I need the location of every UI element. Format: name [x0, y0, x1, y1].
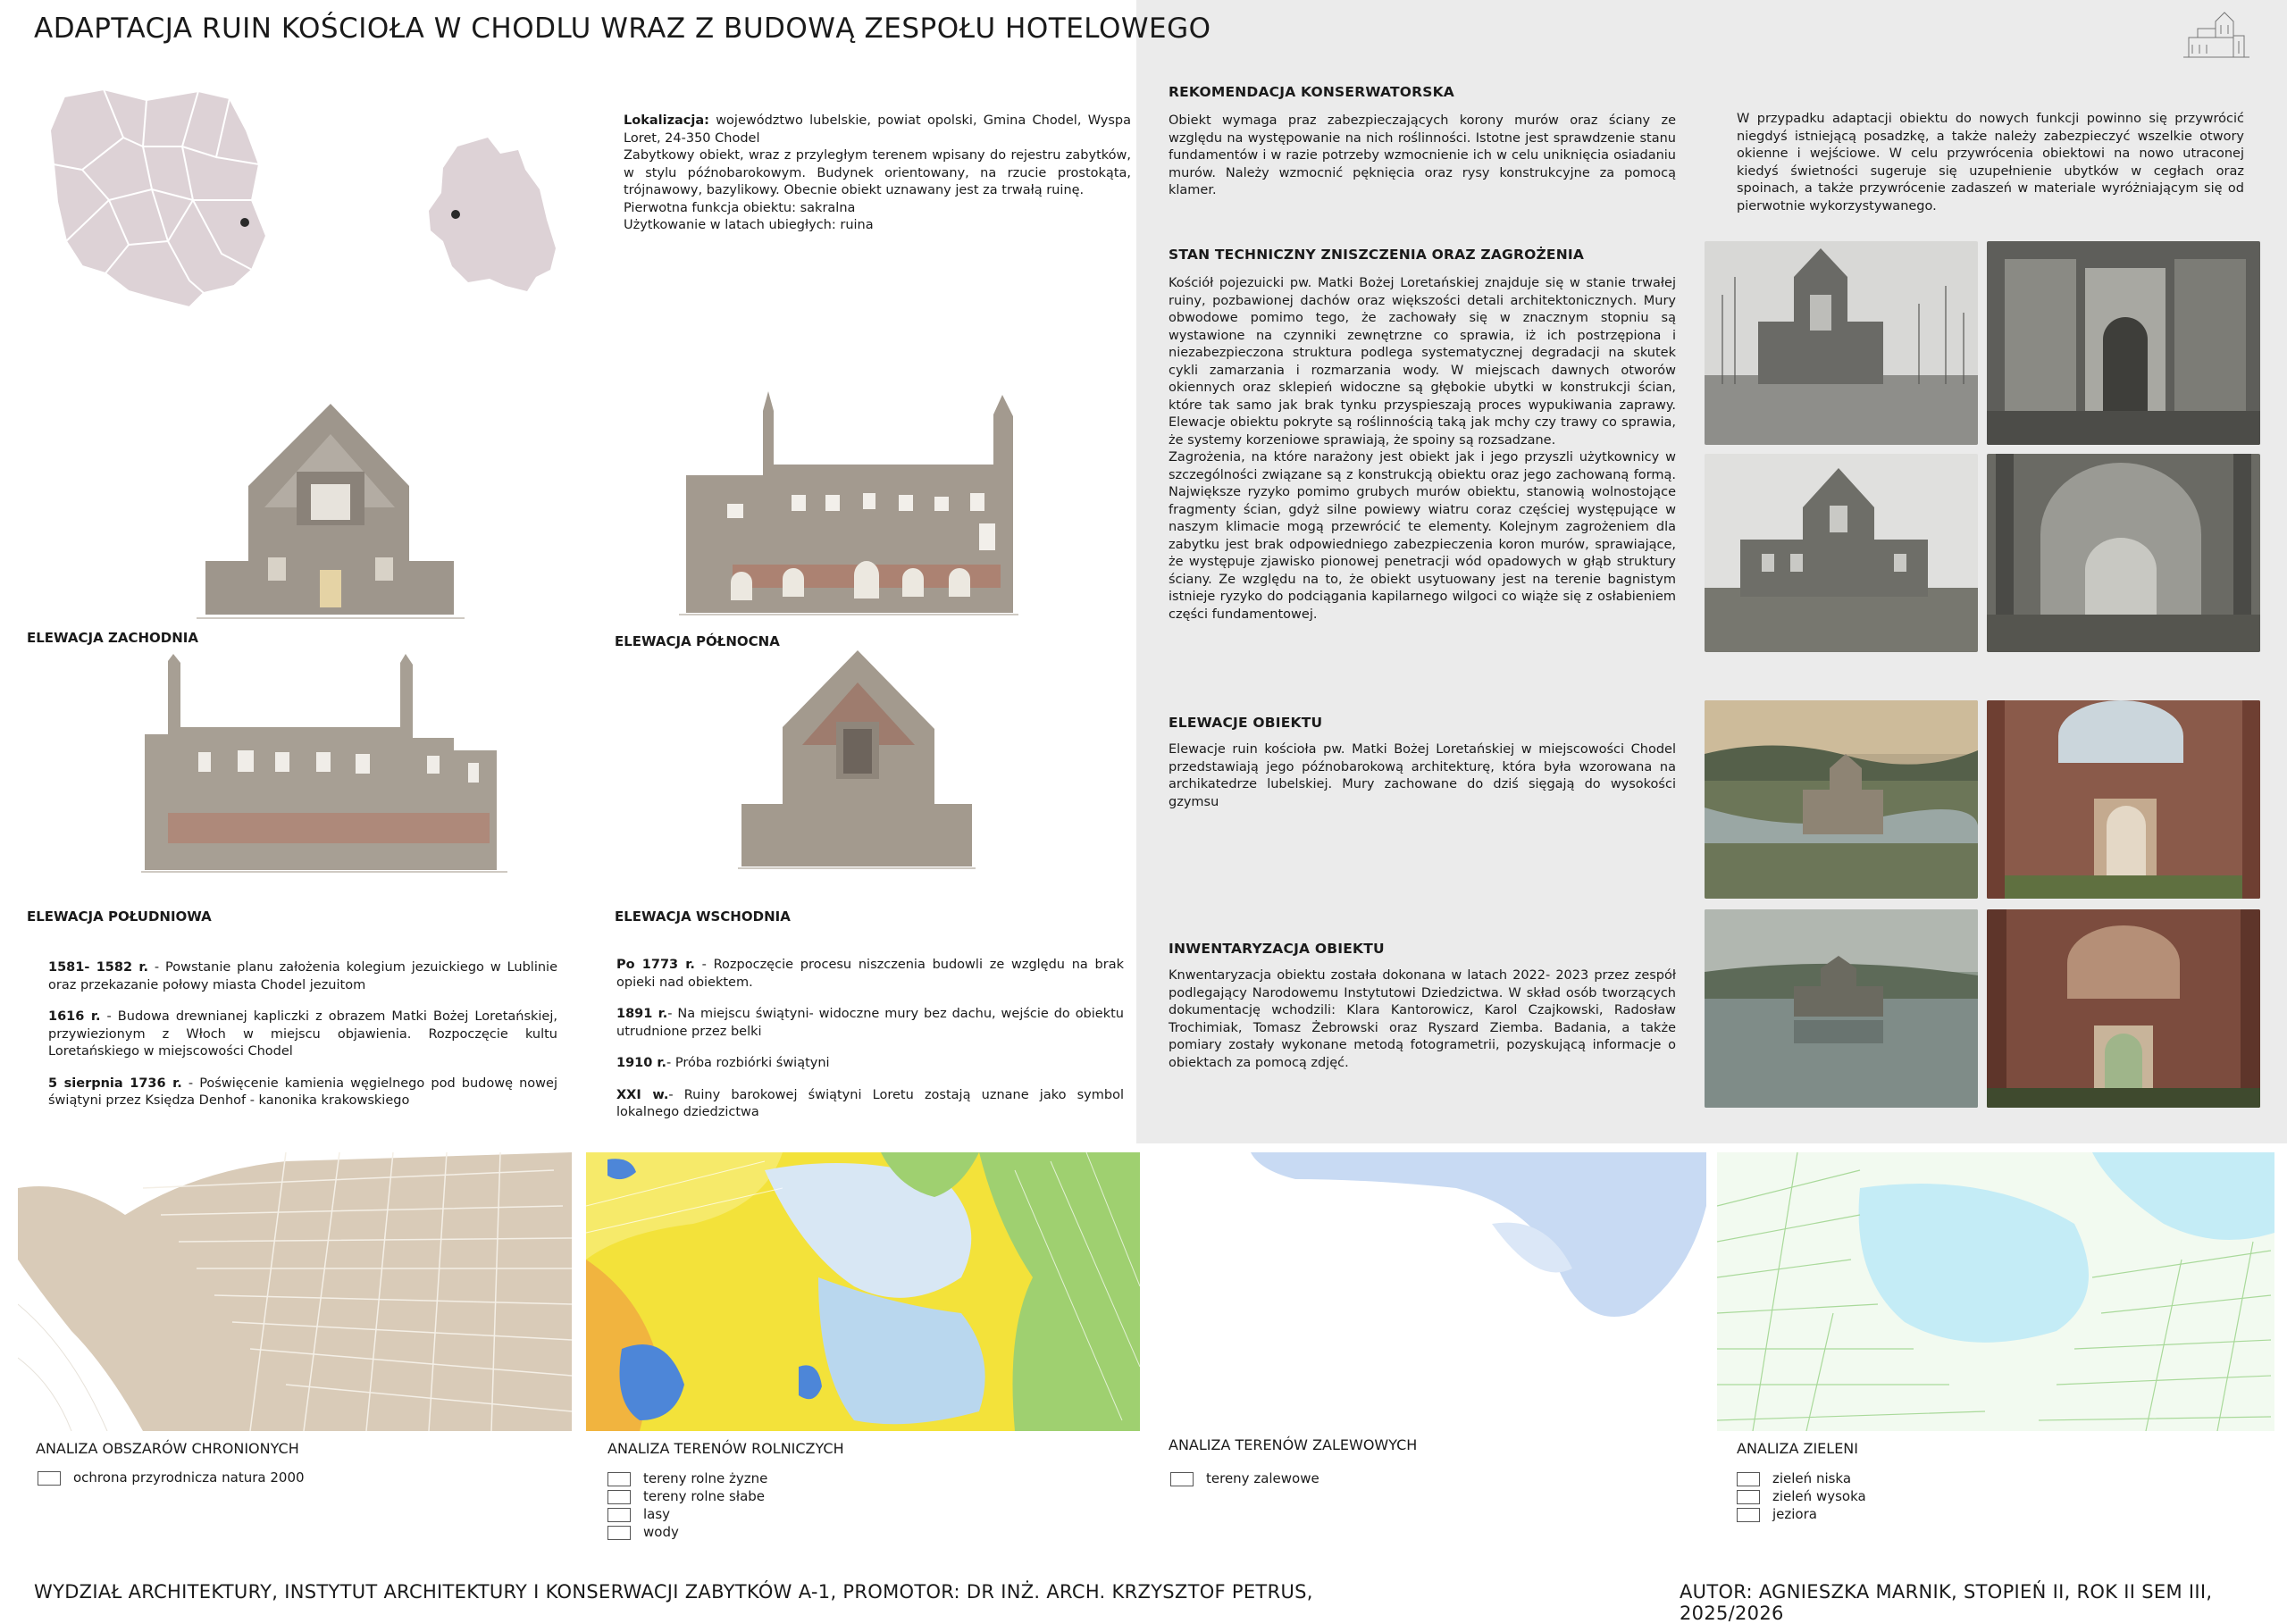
footer-author: AUTOR: AGNIESZKA MARNIK, STOPIEŃ II, ROK II SEM III, 2025/2026	[1680, 1581, 2213, 1624]
poland-map	[46, 84, 279, 311]
analysis-title-flood: ANALIZA TERENÓW ZALEWOWYCH	[1169, 1436, 1418, 1453]
technical-paragraph-1: Kościół pojezuicki pw. Matki Bożej Loretańskiej znajduje się w stanie trwałej ruiny, pozbawionej dachów oraz większości detali architektonicznych. Mury obwodowe pomimo tego, że zachowały się w znacznym stopniu są wystawione na czynniki zewnętrzne co sprawia, iż ich postrzępiona i niezabezpieczona struktura podlega systematycznej degradacji na skutek cykli zamarzania i rozmarzania wody. W miejscach dawnych otworów okiennych oraz sklepień widoczne są głębokie ubytki w konstrukcji ścian, które tak samo jak brak tynku przyspieszają proces wypukiwania zaprawy. Elewacje obiektu pokryte są roślinnością taką jak mchy czy trawy co sprawia, że systemy korzeniowe sprawiają, że spoiny są rozsadzane.	[1169, 276, 1676, 448]
timeline-item: 1581- 1582 r. - Powstanie planu założenia kolegium jezuickiego w Lublinie oraz przekazanie połowy miasta Chodel jezuitom	[48, 960, 557, 992]
recommendation-heading: REKOMENDACJA KONSERWATORSKA	[1169, 84, 1454, 100]
footer-faculty: WYDZIAŁ ARCHITEKTURY, INSTYTUT ARCHITEKTURY I KONSERWACJI ZABYTKÓW A-1, PROMOTOR: DR INŻ. ARCH. KRZYSZTOF PETRUS,	[34, 1581, 1313, 1603]
timeline-item: 1616 r. - Budowa drewnianej kapliczki z obrazem Matki Bożej Loretańskiej, przywiezionym z Włoch w miejscu objawienia. Rozpoczęcie kultu Loretańskiego w miejscowości Chodel	[48, 1009, 557, 1059]
technical-paragraph-2: Zagrożenia, na które narażony jest obiekt jak i jego przyszli użytkownicy w szczególności związane są z konstrukcją obiektu oraz jego zachowaną formą. Największe ryzyko pomimo grubych murów obiektu, stanowią wolnostojące fragmenty ścian, gdyż silne powiewy wiatru coraz częściej występujące w naszym klimacie mogą przewrócić te elementy. Kolejnym zagrożeniem dla zabytku jest brak odpowiedniego zabezpieczenia koron murów, sprawiające, że występuje zjawisko pionowej penetracji wód opadowych w głąb struktury ściany. Ze względu na to, że obiekt usytuowany jest na terenie bagnistym istnieje ryzyko do podciągania kapilarnego wilgoci co wiąże się z osłabieniem części fundamentowej.	[1169, 450, 1676, 622]
lublin-voivodeship-map	[425, 134, 559, 295]
map-flood-areas	[1152, 1152, 1706, 1431]
timeline-item: 1910 r.- Próba rozbiórki świątyni	[616, 1056, 830, 1070]
timeline-item: Po 1773 r. - Rozpoczęcie procesu niszczenia budowli ze względu na brak opieki nad obiektem.	[616, 958, 1124, 990]
legend-swatch	[607, 1472, 631, 1486]
legend-item: lasy	[607, 1506, 875, 1524]
photo-historical-1	[1705, 241, 1978, 445]
legend-item: zieleń niska	[1737, 1470, 2005, 1488]
legend-swatch	[1737, 1508, 1760, 1522]
legend-item: tereny rolne żyzne	[607, 1470, 875, 1488]
legend-item: ochrona przyrodnicza natura 2000	[38, 1469, 341, 1487]
photo-inventory-interior-2	[1987, 909, 2260, 1108]
map-protected-areas	[18, 1152, 575, 1431]
legend-swatch	[1170, 1472, 1194, 1486]
facades-text: Elewacje ruin kościoła pw. Matki Bożej Loretańskiej w miejscowości Chodel przedstawiają jego późnobarokową architekturę, która była wzorowana na archikatedrze lubelskiej. Mury zachowane do dziś sięgają do wysokości gzymsu	[1169, 742, 1676, 809]
north-elevation-drawing	[679, 391, 1018, 615]
analysis-title-agricultural: ANALIZA TERENÓW ROLNICZYCH	[607, 1440, 844, 1457]
south-elevation-drawing	[141, 652, 507, 875]
map-greenery	[1717, 1152, 2274, 1431]
east-elevation-drawing	[738, 647, 976, 872]
label-east-elevation: ELEWACJA WSCHODNIA	[615, 908, 791, 925]
photo-inventory-aerial-2	[1705, 909, 1978, 1108]
facades-heading: ELEWACJE OBIEKTU	[1169, 715, 1323, 731]
timeline-item: 1891 r.- Na miejscu świątyni- widoczne mury bez dachu, wejście do obiektu utrudnione przez belki	[616, 1007, 1124, 1039]
technical-heading: STAN TECHNICZNY ZNISZCZENIA ORAZ ZAGROŻENIA	[1169, 247, 1585, 263]
map-agricultural	[586, 1152, 1140, 1431]
timeline-item: XXI w.- Ruiny barokowej świątyni Loretu zostają uznane jako symbol lokalnego dziedzictwa	[616, 1087, 1124, 1119]
legend-swatch	[607, 1508, 631, 1522]
location-details: Zabytkowy obiekt, wraz z przyległym terenem wpisany do rejestru zabytków, w stylu późnobarokowym. Budynek orientowany, na rzucie prostokąta, trójnawowy, bazylikowy. Obecnie obiekt uznawany jest za trwałą ruinę.	[624, 148, 1131, 197]
timeline-item: 5 sierpnia 1736 r. - Poświęcenie kamienia węgielnego pod budowę nowej świątyni przez Księdza Denhof - kanonika krakowskiego	[48, 1076, 557, 1108]
timeline-left	[48, 959, 557, 1125]
timeline-right	[616, 957, 1124, 1136]
legend-item: wody	[607, 1524, 875, 1542]
legend-item: tereny rolne słabe	[607, 1488, 875, 1506]
legend-swatch	[38, 1471, 61, 1486]
technical-text	[1169, 275, 1676, 624]
photo-facade-interior-1	[1987, 700, 2260, 899]
location-function: Pierwotna funkcja obiektu: sakralna	[624, 200, 856, 215]
page-title: ADAPTACJA RUIN KOŚCIOŁA W CHODLU WRAZ Z BUDOWĄ ZESPOŁU HOTELOWEGO	[34, 13, 1211, 45]
legend-swatch	[607, 1526, 631, 1540]
location-label: Lokalizacja:	[624, 113, 709, 128]
inventory-heading: INWENTARYZACJA OBIEKTU	[1169, 941, 1385, 957]
legend-swatch	[1737, 1472, 1760, 1486]
recommendation-text-col1: Obiekt wymaga praz zabezpieczających korony murów oraz ściany ze względu na występowanie na nich roślinności. Istotne jest sprawdzenie stanu fundamentów i w razie potrzeby wzmocnienie ich w celu uniknięcia osiadaniu murów. Należy wzmocnić pęknięcia oraz rysy konstrukcyjne za pomocą klamer.	[1169, 113, 1676, 197]
label-south-elevation: ELEWACJA POŁUDNIOWA	[27, 908, 212, 925]
location-description	[624, 113, 1131, 235]
legend-item: zieleń wysoka	[1737, 1488, 2005, 1506]
recommendation-text-col2: W przypadku adaptacji obiektu do nowych funkcji powinno się przywrócić niegdyś istniejącą posadzkę, a także należy zabezpieczyć wszelkie otwory okienne i wejściowe. W celu przywrócenia obiektowi na nowo utraconej kiedyś świetności sugeruje się uzupełnienie ubytków w cegłach oraz spoinach, a także przywrócenie zadaszeń w materiale wyróżniającym się od pierwotnie wykorzystywanego.	[1737, 112, 2244, 213]
label-north-elevation: ELEWACJA PÓŁNOCNA	[615, 633, 780, 649]
analysis-title-protected: ANALIZA OBSZARÓW CHRONIONYCH	[36, 1440, 299, 1457]
legend-item: jeziora	[1737, 1506, 2005, 1524]
label-west-elevation: ELEWACJA ZACHODNIA	[27, 630, 198, 646]
photo-historical-2	[1987, 241, 2260, 445]
location-address: województwo lubelskie, powiat opolski, Gmina Chodel, Wyspa Loret, 24-350 Chodel	[624, 113, 1131, 146]
inventory-text: Knwentaryzacja obiektu została dokonana w latach 2022- 2023 przez zespół podlegający Narodowemu Instytutowi Dziedzictwa. W skład osób tworzących dokumentację wchodzili: Klara Kantorowicz, Karol Czajkowski, Radosław Trochimiak, Tomasz Żebrowski oraz Ryszard Ziemba. Badania, a także pomiary zostały wykonane metodą fotogrametrii, pozyskującą informacje o obiektach za pomocą zdjęć.	[1169, 968, 1676, 1070]
location-usage: Użytkowanie w latach ubiegłych: ruina	[624, 218, 874, 232]
photo-historical-3	[1705, 454, 1978, 652]
photo-historical-4	[1987, 454, 2260, 652]
west-elevation-drawing	[197, 400, 465, 620]
legend-swatch	[1737, 1490, 1760, 1504]
analysis-title-greenery: ANALIZA ZIELENI	[1737, 1440, 1858, 1457]
legend-swatch	[607, 1490, 631, 1504]
photo-facade-aerial-1	[1705, 700, 1978, 899]
church-logo-icon	[2180, 9, 2253, 59]
legend-item: tereny zalewowe	[1170, 1470, 1438, 1488]
